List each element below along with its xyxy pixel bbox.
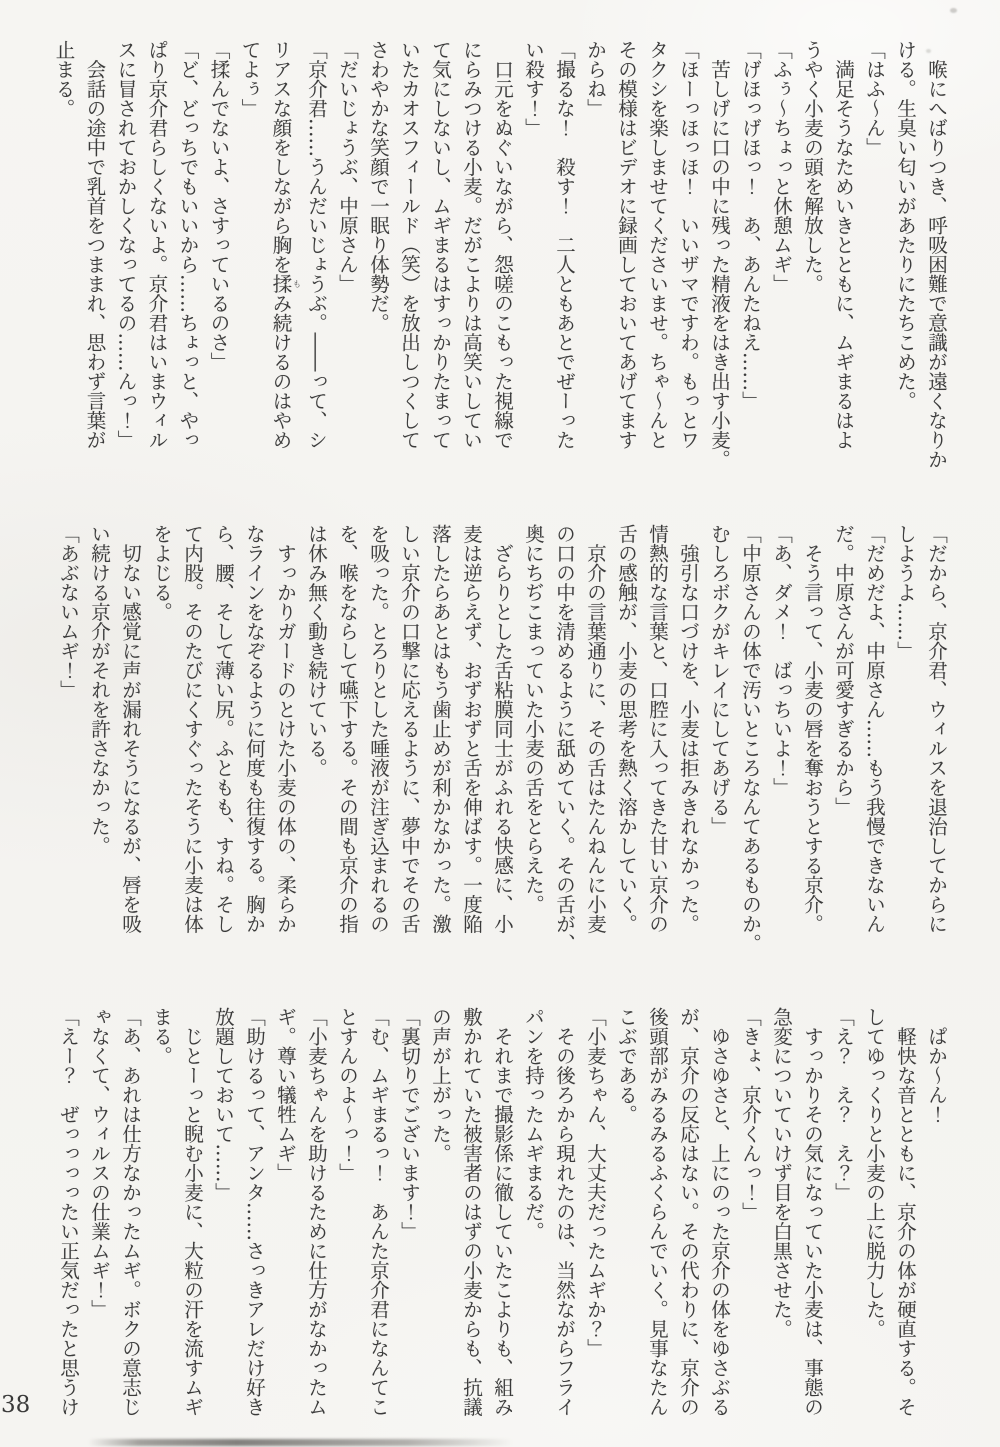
text-column: 「あぶないムギ！」 xyxy=(57,524,80,700)
text-column: 切ない感覚に声が漏れそうになるが、唇を吸 xyxy=(119,524,142,934)
text-column: ざらりとした舌粘膜同士がふれる快感に、小 xyxy=(491,524,514,934)
text-column: 「だいじょうぶ、中原さん」 xyxy=(336,40,359,294)
text-column: をよじる。 xyxy=(150,524,173,622)
text-column: ゆさゆさと、上にのった京介の体をゆさぶる xyxy=(708,1007,731,1417)
text-column: スに冒されておかしくなってるの……んっ！」 xyxy=(114,40,138,450)
text-column: 急変についていけず目を白黒させた。 xyxy=(770,1007,793,1339)
text-column: その模様はビデオに録画しておいてあげてます xyxy=(615,40,638,450)
text-column: まる。 xyxy=(150,1007,173,1066)
text-column: してゆっくりと小麦の上に脱力した。 xyxy=(863,1007,886,1339)
text-column: 「えー？ ぜっっっったい正気だったと思うけ xyxy=(57,1007,80,1417)
text-column: それまで撮影係に徹していたこよりも、組み xyxy=(491,1007,514,1417)
text-column: てよぅ」 xyxy=(238,40,262,118)
text-block-middle xyxy=(53,524,952,954)
text-column: そう言って、小麦の唇を奪おうとする京介。 xyxy=(801,524,824,934)
text-column: 「はふ〜ん」 xyxy=(863,40,886,157)
text-column: いたカオスフィールド（笑）を放出しつくして xyxy=(398,40,421,450)
text-column: ゃなくて、ウィルスの仕業ムギ！」 xyxy=(88,1007,111,1319)
text-column: ぱり京介君らしくないよ。京介君はいまウィル xyxy=(145,40,169,450)
text-column: 奥にちぢこまっていた小麦の舌をとらえた。 xyxy=(522,524,545,914)
text-column: て気にしないし、ムギまるはすっかりたまって xyxy=(429,40,452,450)
text-column: 「え？ え？ え？」 xyxy=(832,1007,855,1202)
text-column: 「小麦ちゃん、大丈夫だったムギか？」 xyxy=(584,1007,607,1358)
text-column: を、喉をならして嚥下する。その間も京介の指 xyxy=(336,524,359,934)
text-column: ける。生臭い匂いがあたりにたちこめた。 xyxy=(894,40,917,411)
text-column: 止まる。 xyxy=(52,40,76,118)
text-column: は休み無く動き続けている。 xyxy=(305,524,328,778)
text-column: リアスな顔をしながら胸を揉もみ続けるのはやめ xyxy=(269,40,301,450)
text-column: タクシを楽しませてくださいませ。ちゃ〜んと xyxy=(646,40,669,450)
text-column: 放題しておいて……」 xyxy=(212,1007,235,1202)
text-column: 「中原さんの体で汚いところなんてあるものか。 xyxy=(739,524,762,953)
scan-speck xyxy=(950,8,957,13)
text-column: だ。中原さんが可愛すぎるから」 xyxy=(832,524,855,817)
text-column: 強引な口づけを、小麦は拒みきれなかった。 xyxy=(677,524,700,934)
text-column: 「助けるって、アンタ……さっきアレだけ好き xyxy=(243,1007,266,1417)
text-block-top xyxy=(49,40,953,470)
text-column: い殺す！」 xyxy=(522,40,545,138)
text-column: 軽快な音とともに、京介の体が硬直する。そ xyxy=(894,1007,917,1417)
text-column: 苦しげに口の中に残った精液をはき出す小麦。 xyxy=(708,40,731,469)
text-block-bottom xyxy=(53,1007,952,1437)
text-column: こぶである。 xyxy=(615,1007,638,1124)
text-column: の口の中を清めるように舐めていく。その舌が、 xyxy=(553,524,576,953)
text-column: じとーっと睨む小麦に、大粒の汗を流すムギ xyxy=(181,1007,204,1417)
text-column: 「ふぅ〜ちょっと休憩ムギ」 xyxy=(770,40,793,294)
text-column: パンを持ったムギまるだ。 xyxy=(522,1007,545,1241)
page-number: 38 xyxy=(1,1392,31,1418)
text-column: 「ほーっほっほ！ いいザマですわ。もっとワ xyxy=(677,40,700,450)
text-column: にらみつける小麦。だがこよりは高笑いしてい xyxy=(460,40,483,450)
text-column: 「あ、ダメ！ ばっちいよ！」 xyxy=(770,524,793,797)
text-column: 「げほっげほっ！ あ、あんたねえ……」 xyxy=(739,40,762,411)
text-column: 舌の感触が、小麦の思考を熱く溶かしていく。 xyxy=(615,524,638,934)
text-column: なラインをなぞるように何度も往復する。胸か xyxy=(243,524,266,934)
text-column: 満足そうなためいきとともに、ムギまるはよ xyxy=(832,40,855,450)
text-column: むしろボクがキレイにしてあげる」 xyxy=(708,524,731,836)
text-column: 「む、ムギまるっ！ あんた京介君になんてこ xyxy=(367,1007,390,1417)
text-column: の声が上がった。 xyxy=(429,1007,452,1163)
text-column: 「小麦ちゃんを助けるために仕方がなかったム xyxy=(305,1007,328,1417)
scan-speck xyxy=(926,49,931,53)
text-column: を吸った。とろりとした唾液が注ぎ込まれるの xyxy=(367,524,390,934)
text-column: その後ろから現れたのは、当然ながらフライ xyxy=(553,1007,576,1417)
text-column: しい京介の口撃に応えるように、夢中でその舌 xyxy=(398,524,421,934)
text-column: 「だから、京介君、ウィルスを退治してからに xyxy=(925,524,948,934)
text-column: すっかりその気になっていた小麦は、事態の xyxy=(801,1007,824,1417)
text-column: 「あ、あれは仕方なかったムギ。ボクの意志じ xyxy=(119,1007,142,1417)
text-column: 情熱的な言葉と、口腔に入ってきた甘い京介の xyxy=(646,524,669,934)
text-column: 「だめだよ、中原さん……もう我慢できないん xyxy=(863,524,886,934)
text-column: が、京介の反応はない。その代わりに、京介の xyxy=(677,1007,700,1417)
text-column: ら、腰、そして薄い尻。ふともも、すね。そし xyxy=(212,524,235,934)
text-column: 「裏切りでございます！」 xyxy=(398,1007,421,1241)
text-column: 口元をぬぐいながら、怨嗟のこもった視線で xyxy=(491,40,514,450)
text-column: 「揉んでないよ、さすっているのさ」 xyxy=(207,40,231,372)
text-column: 「京介君……うんだいじょうぶ。――って、シ xyxy=(305,40,328,450)
text-column: 落したらあとはもう歯止めが利かなかった。激 xyxy=(429,524,452,934)
text-column: さわやかな笑顔で一眠り体勢だ。 xyxy=(367,40,390,333)
text-column: すっかりガードのとけた小麦の体の、柔らか xyxy=(274,524,297,934)
text-column: 会話の途中で乳首をつままれ、思わず言葉が xyxy=(83,40,107,450)
text-column: 敷かれていた被害者のはずの小麦からも、抗議 xyxy=(460,1007,483,1417)
text-column: 京介の言葉通りに、その舌はたんねんに小麦 xyxy=(584,524,607,934)
text-column: い続ける京介がそれを許さなかった。 xyxy=(88,524,111,856)
text-column: 後頭部がみるみるふくらんでいく。見事なたん xyxy=(646,1007,669,1417)
text-column: 「ど、どっちでもいいから……ちょっと、やっ xyxy=(176,40,200,450)
text-column: ぱか〜ん！ xyxy=(925,1007,948,1124)
text-column: とすんのよ〜っ！」 xyxy=(336,1007,359,1183)
text-column: しようよ……」 xyxy=(894,524,917,661)
text-column: 「きょ、京介くんっ！」 xyxy=(739,1007,762,1222)
text-column: からね」 xyxy=(584,40,607,118)
furigana-ruby: 揉も xyxy=(269,274,301,294)
text-column: て内股。そのたびにくすぐったそうに小麦は体 xyxy=(181,524,204,934)
text-column: 喉にへばりつき、呼吸困難で意識が遠くなりか xyxy=(925,40,948,469)
text-column: ギ。尊い犠牲ムギ」 xyxy=(274,1007,297,1183)
text-column: 麦は逆らえず、おずおずと舌を伸ばす。一度陥 xyxy=(460,524,483,934)
scan-smudge xyxy=(88,1439,513,1446)
text-column: 「撮るな！ 殺す！ 二人ともあとでぜーった xyxy=(553,40,576,450)
text-column: うやく小麦の頭を解放した。 xyxy=(801,40,824,294)
